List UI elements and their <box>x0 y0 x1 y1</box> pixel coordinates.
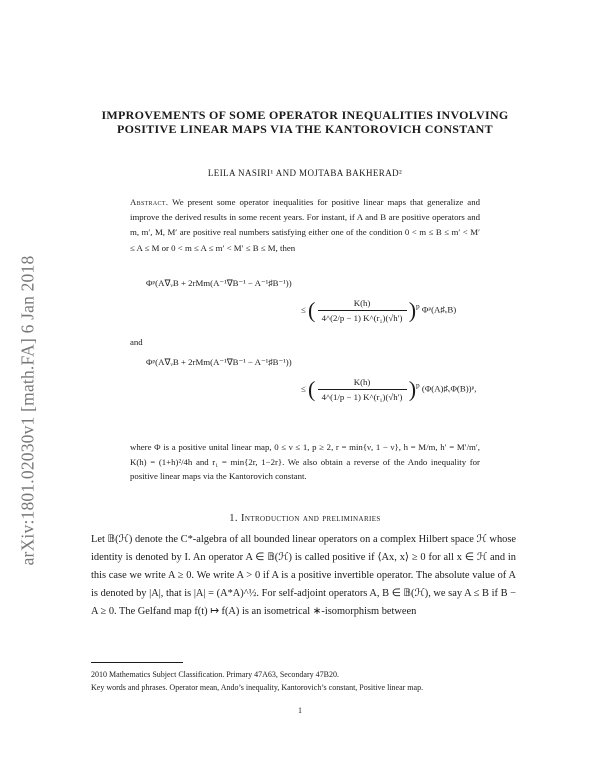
equation-1-close-paren: ) <box>408 297 417 323</box>
equation-2-power: p <box>416 380 420 390</box>
equation-2-fraction <box>318 376 407 403</box>
equation-1-leq: ≤ <box>301 304 306 315</box>
footnote <box>91 668 516 694</box>
page-number: 1 <box>298 706 302 715</box>
equation-1-denominator: 4^(2/p − 1) K^(r₁)(√h′) <box>321 313 403 323</box>
equation-1-open-paren: ( <box>308 297 316 323</box>
paper-authors: LEILA NASIRI¹ AND MOJTABA BAKHERAD² <box>207 168 403 178</box>
section-heading: 1. Introduction and preliminaries <box>229 513 381 524</box>
paper-title: IMPROVEMENTS OF SOME OPERATOR INEQUALITIES INVOLVING POSITIVE LINEAR MAPS VIA THE KANTOROVICH CONSTANT <box>101 108 509 136</box>
abstract-text: We present some operator inequalities for positive linear maps that generalize and improve the derived results in some recent years. For instant, if A and B are positive operators and m, m′, M, M′ are positive real numbers satisfying either one of the condition 0 < m ≤ B ≤ m′ < M′ ≤ A ≤ M or 0 < m ≤ A ≤ m′ < M′ ≤ B ≤ M, then <box>130 197 480 253</box>
equation-2-denominator: 4^(1/p − 1) K^(r₁)(√h′) <box>321 392 403 402</box>
arxiv-stamp <box>14 180 42 640</box>
equation-1-numerator: K(h) <box>318 297 407 311</box>
equation-1-rhs <box>301 297 456 324</box>
equation-1-lhs: Φᵖ(A∇ᵥB + 2rMm(A⁻¹∇B⁻¹ − A⁻¹♯B⁻¹)) <box>146 278 292 288</box>
equation-1-result: Φᵖ(A♯ᵥB) <box>421 304 457 315</box>
equation-1-fraction <box>318 297 407 324</box>
equation-2-close-paren: ) <box>408 376 417 402</box>
equation-1-power: p <box>416 301 420 311</box>
footnote-keywords: Key words and phrases. Operator mean, Ando’s inequality, Kantorovich’s constant, Positive linear map. <box>91 683 424 692</box>
abstract <box>130 195 480 256</box>
equation-2-open-paren: ( <box>308 376 316 402</box>
equation-2-rhs <box>301 376 476 403</box>
equation-2-result: (Φ(A)♯ᵥΦ(B))ᵖ, <box>421 383 477 394</box>
footnote-msc: 2010 Mathematics Subject Classification. Primary 47A63, Secondary 47B20. <box>91 670 339 679</box>
equation-2-leq: ≤ <box>301 383 306 394</box>
equation-2-numerator: K(h) <box>318 376 407 390</box>
and-word: and <box>130 337 143 347</box>
equation-2-lhs: Φᵖ(A∇ᵥB + 2rMm(A⁻¹∇B⁻¹ − A⁻¹♯B⁻¹)) <box>146 357 292 367</box>
abstract-label: Abstract. <box>130 197 169 207</box>
abstract-continuation: where Φ is a positive unital linear map, 0 ≤ ν ≤ 1, p ≥ 2, r = min{ν, 1 − ν}, h = M/m, h′ = M′/m′, K(h) = (1+h)²/4h and r₁ = min{2r, 1−2r}. We also obtain a reverse of the Ando inequality for positive linear maps via the Kantorovich constant. <box>130 442 480 481</box>
footnote-rule <box>91 662 183 663</box>
arxiv-identifier: arXiv:1801.02030v1 [math.FA] 6 Jan 2018 <box>17 255 38 565</box>
body-paragraph: Let 𝔹(ℋ) denote the C*-algebra of all bounded linear operators on a complex Hilbert space ℋ whose identity is denoted by I. An operator A ∈ 𝔹(ℋ) is called positive if ⟨Ax, x⟩ ≥ 0 for all x ∈ ℋ and in this case we write A ≥ 0. We write A > 0 if A is a positive invertible operator. The absolute value of A is denoted by |A|, that is |A| = (A*A)^½. For self-adjoint operators A, B ∈ 𝔹(ℋ), we say A ≤ B if B − A ≥ 0. The Gelfand map f(t) ↦ f(A) is an isometrical ∗-isomorphism between <box>91 534 516 618</box>
